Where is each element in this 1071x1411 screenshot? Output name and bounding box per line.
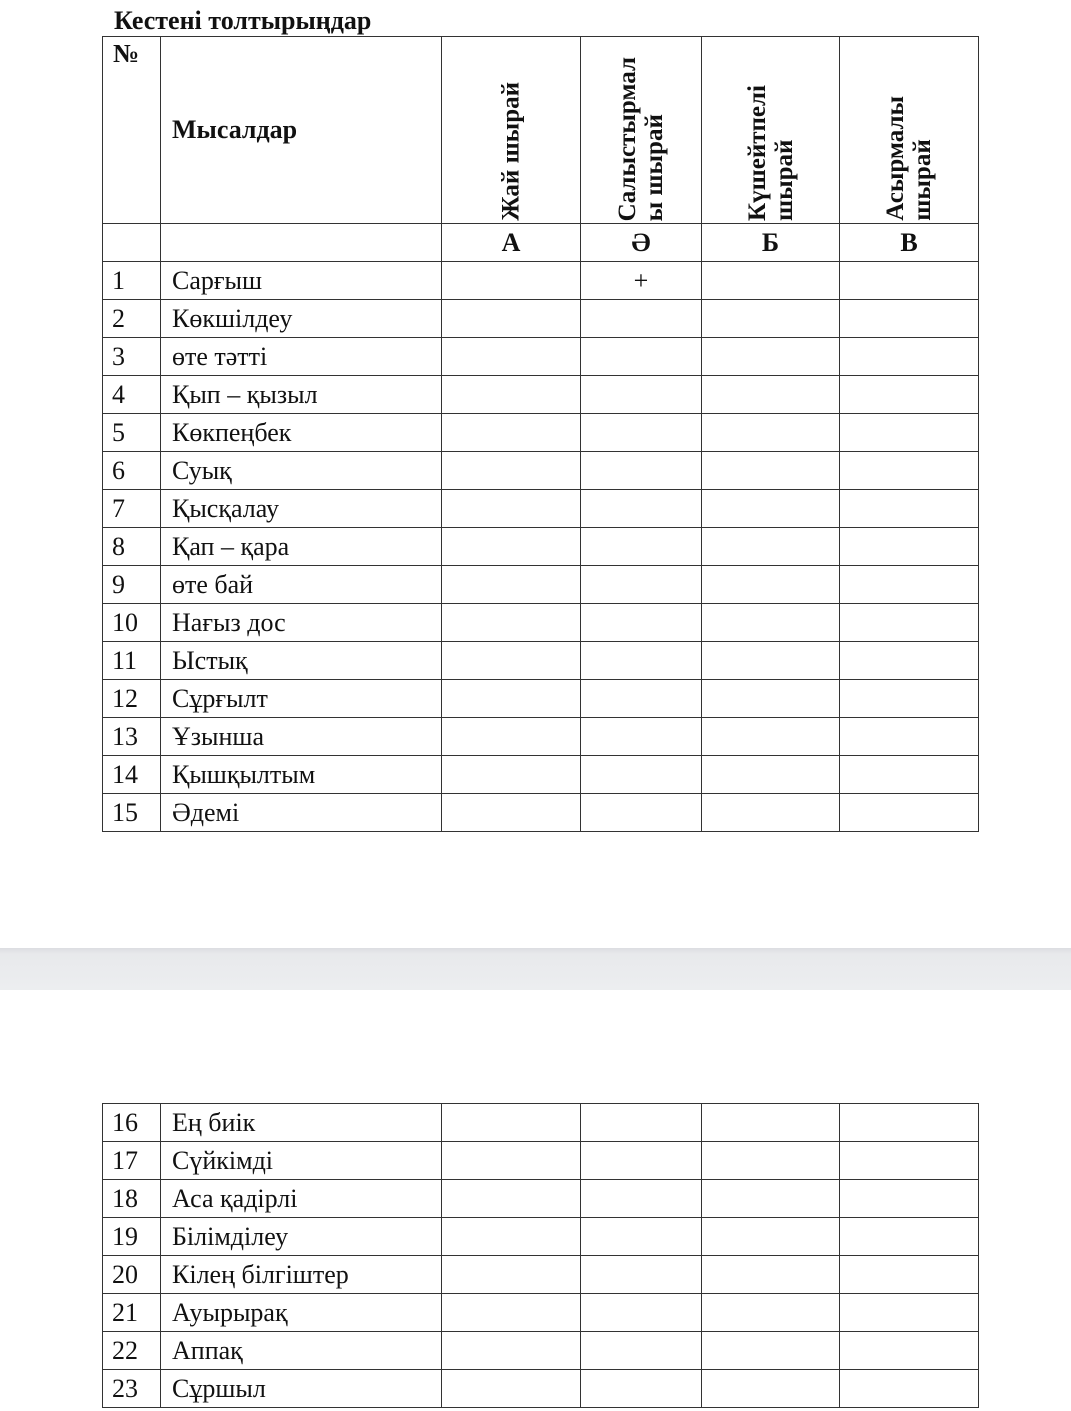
row-number: 11 — [103, 642, 161, 680]
positive-degree-cell[interactable] — [442, 338, 581, 376]
exercise-table-part-1 — [102, 36, 979, 832]
row-number: 13 — [103, 718, 161, 756]
comparative-degree-cell[interactable] — [581, 300, 702, 338]
example-word: Ауырырақ — [161, 1294, 442, 1332]
table-row — [103, 300, 979, 338]
table-row — [103, 1142, 979, 1180]
superlative-degree-cell[interactable] — [840, 1370, 979, 1408]
intensive-degree-cell[interactable] — [702, 1256, 840, 1294]
superlative-degree-cell[interactable] — [840, 756, 979, 794]
superlative-degree-cell[interactable] — [840, 604, 979, 642]
positive-degree-cell[interactable] — [442, 1142, 581, 1180]
table-row — [103, 1370, 979, 1408]
superlative-degree-cell[interactable] — [840, 566, 979, 604]
superlative-degree-cell[interactable] — [840, 452, 979, 490]
row-number: 16 — [103, 1104, 161, 1142]
positive-degree-cell[interactable] — [442, 1104, 581, 1142]
table-row — [103, 1180, 979, 1218]
positive-degree-cell[interactable] — [442, 566, 581, 604]
intensive-degree-cell[interactable] — [702, 414, 840, 452]
table-row — [103, 642, 979, 680]
positive-degree-cell[interactable] — [442, 376, 581, 414]
row-number: 3 — [103, 338, 161, 376]
row-number: 22 — [103, 1332, 161, 1370]
example-word: Қысқалау — [161, 490, 442, 528]
superlative-degree-cell[interactable] — [840, 1256, 979, 1294]
example-word: Ұзынша — [161, 718, 442, 756]
comparative-degree-cell[interactable] — [581, 604, 702, 642]
positive-degree-cell[interactable] — [442, 680, 581, 718]
intensive-degree-cell[interactable] — [702, 1180, 840, 1218]
positive-degree-cell[interactable] — [442, 414, 581, 452]
positive-degree-cell[interactable] — [442, 300, 581, 338]
row-number: 10 — [103, 604, 161, 642]
letter-row — [103, 224, 979, 262]
positive-degree-cell[interactable] — [442, 452, 581, 490]
superlative-degree-cell[interactable] — [840, 1180, 979, 1218]
row-number: 18 — [103, 1180, 161, 1218]
page-separator — [0, 948, 1071, 990]
comparative-degree-cell[interactable] — [581, 452, 702, 490]
comparative-degree-label: Салыстырмал ы шырай — [614, 56, 668, 221]
row-number: 1 — [103, 262, 161, 300]
example-word: Көкшілдеу — [161, 300, 442, 338]
table-row — [103, 262, 979, 300]
positive-degree-cell[interactable] — [442, 1370, 581, 1408]
row-number: 5 — [103, 414, 161, 452]
superlative-degree-cell[interactable] — [840, 642, 979, 680]
row-number: 19 — [103, 1218, 161, 1256]
comparative-degree-cell[interactable] — [581, 718, 702, 756]
comparative-degree-cell[interactable] — [581, 642, 702, 680]
positive-degree-label: Жай шырай — [497, 82, 525, 221]
superlative-degree-cell[interactable] — [840, 376, 979, 414]
row-number: 8 — [103, 528, 161, 566]
intensive-degree-cell[interactable] — [702, 566, 840, 604]
intensive-degree-cell[interactable] — [702, 262, 840, 300]
intensive-degree-cell[interactable] — [702, 1104, 840, 1142]
table-row — [103, 794, 979, 832]
row-number: 15 — [103, 794, 161, 832]
intensive-degree-cell[interactable] — [702, 680, 840, 718]
intensive-degree-cell[interactable] — [702, 604, 840, 642]
positive-degree-cell[interactable] — [442, 1180, 581, 1218]
table-row — [103, 1104, 979, 1142]
comparative-degree-cell[interactable]: + — [581, 262, 702, 300]
table-row — [103, 414, 979, 452]
superlative-degree-cell[interactable] — [840, 490, 979, 528]
table-row — [103, 680, 979, 718]
comparative-degree-cell[interactable] — [581, 756, 702, 794]
positive-degree-cell[interactable] — [442, 604, 581, 642]
superlative-degree-cell[interactable] — [840, 414, 979, 452]
intensive-degree-cell[interactable] — [702, 1218, 840, 1256]
superlative-degree-column-header — [840, 37, 979, 224]
example-word: Нағыз дос — [161, 604, 442, 642]
comparative-degree-cell[interactable] — [581, 490, 702, 528]
table-row — [103, 452, 979, 490]
number-column-header: № — [103, 37, 161, 224]
comparative-degree-cell[interactable] — [581, 566, 702, 604]
table-row — [103, 528, 979, 566]
comparative-degree-cell[interactable] — [581, 528, 702, 566]
intensive-degree-cell[interactable] — [702, 1142, 840, 1180]
positive-degree-cell[interactable] — [442, 718, 581, 756]
comparative-degree-cell[interactable] — [581, 376, 702, 414]
example-word: Қып – қызыл — [161, 376, 442, 414]
row-number: 17 — [103, 1142, 161, 1180]
superlative-degree-cell[interactable] — [840, 1142, 979, 1180]
example-word: Әдемі — [161, 794, 442, 832]
row-number: 7 — [103, 490, 161, 528]
intensive-degree-cell[interactable] — [702, 528, 840, 566]
example-word: Ыстық — [161, 642, 442, 680]
empty-cell — [103, 224, 161, 262]
example-word: Суық — [161, 452, 442, 490]
intensive-degree-column-header — [702, 37, 840, 224]
column-letter-d: В — [840, 224, 979, 262]
comparative-degree-cell[interactable] — [581, 1180, 702, 1218]
positive-degree-cell[interactable] — [442, 1332, 581, 1370]
comparative-degree-column-header — [581, 37, 702, 224]
example-word: Көкпеңбек — [161, 414, 442, 452]
row-number: 6 — [103, 452, 161, 490]
positive-degree-cell[interactable] — [442, 756, 581, 794]
row-number: 20 — [103, 1256, 161, 1294]
table-row — [103, 376, 979, 414]
example-word: Аса қадірлі — [161, 1180, 442, 1218]
positive-degree-cell[interactable] — [442, 262, 581, 300]
example-word: Сүйкімді — [161, 1142, 442, 1180]
comparative-degree-cell[interactable] — [581, 414, 702, 452]
column-letter-b: Ә — [581, 224, 702, 262]
comparative-degree-cell[interactable] — [581, 1218, 702, 1256]
example-word: Қап – қара — [161, 528, 442, 566]
examples-column-header: Мысалдар — [161, 37, 442, 224]
example-word: Қышқылтым — [161, 756, 442, 794]
comparative-degree-cell[interactable] — [581, 1256, 702, 1294]
positive-degree-cell[interactable] — [442, 1256, 581, 1294]
superlative-degree-label: Асырмалы шырай — [882, 96, 936, 221]
intensive-degree-cell[interactable] — [702, 376, 840, 414]
intensive-degree-cell[interactable] — [702, 490, 840, 528]
intensive-degree-cell[interactable] — [702, 1370, 840, 1408]
row-number: 12 — [103, 680, 161, 718]
comparative-degree-cell[interactable] — [581, 338, 702, 376]
page-title: Кестені толтырыңдар — [114, 6, 372, 35]
table-row — [103, 1294, 979, 1332]
superlative-degree-cell[interactable] — [840, 1332, 979, 1370]
intensive-degree-cell[interactable] — [702, 718, 840, 756]
exercise-table-part-2 — [102, 1103, 979, 1408]
comparative-degree-cell[interactable] — [581, 1104, 702, 1142]
positive-degree-cell[interactable] — [442, 1218, 581, 1256]
example-word: Сұршыл — [161, 1370, 442, 1408]
row-number: 14 — [103, 756, 161, 794]
row-number: 21 — [103, 1294, 161, 1332]
intensive-degree-cell[interactable] — [702, 338, 840, 376]
row-number: 9 — [103, 566, 161, 604]
example-word: өте бай — [161, 566, 442, 604]
row-number: 4 — [103, 376, 161, 414]
positive-degree-cell[interactable] — [442, 490, 581, 528]
column-letter-a: А — [442, 224, 581, 262]
intensive-degree-cell[interactable] — [702, 300, 840, 338]
comparative-degree-cell[interactable] — [581, 1332, 702, 1370]
intensive-degree-cell[interactable] — [702, 794, 840, 832]
superlative-degree-cell[interactable] — [840, 1218, 979, 1256]
column-letter-c: Б — [702, 224, 840, 262]
intensive-degree-cell[interactable] — [702, 756, 840, 794]
empty-cell — [161, 224, 442, 262]
example-word: Білімділеу — [161, 1218, 442, 1256]
comparative-degree-cell[interactable] — [581, 680, 702, 718]
table-row — [103, 604, 979, 642]
superlative-degree-cell[interactable] — [840, 718, 979, 756]
example-word: Сарғыш — [161, 262, 442, 300]
comparative-degree-cell[interactable] — [581, 1294, 702, 1332]
table-row — [103, 566, 979, 604]
superlative-degree-cell[interactable] — [840, 1294, 979, 1332]
superlative-degree-cell[interactable] — [840, 1104, 979, 1142]
example-word: Сұрғылт — [161, 680, 442, 718]
positive-degree-cell[interactable] — [442, 794, 581, 832]
table-row — [103, 1218, 979, 1256]
table-row — [103, 1256, 979, 1294]
comparative-degree-cell[interactable] — [581, 1142, 702, 1180]
example-word: Кілең білгіштер — [161, 1256, 442, 1294]
positive-degree-column-header — [442, 37, 581, 224]
example-word: Ең биік — [161, 1104, 442, 1142]
positive-degree-cell[interactable] — [442, 528, 581, 566]
row-number: 2 — [103, 300, 161, 338]
comparative-degree-cell[interactable] — [581, 794, 702, 832]
example-word: өте тәтті — [161, 338, 442, 376]
comparative-degree-cell[interactable] — [581, 1370, 702, 1408]
superlative-degree-cell[interactable] — [840, 680, 979, 718]
table-row — [103, 718, 979, 756]
table-row — [103, 490, 979, 528]
table-row — [103, 1332, 979, 1370]
example-word: Аппақ — [161, 1332, 442, 1370]
positive-degree-cell[interactable] — [442, 642, 581, 680]
superlative-degree-cell[interactable] — [840, 528, 979, 566]
intensive-degree-cell[interactable] — [702, 452, 840, 490]
superlative-degree-cell[interactable] — [840, 794, 979, 832]
table-row — [103, 338, 979, 376]
table-row — [103, 756, 979, 794]
positive-degree-cell[interactable] — [442, 1294, 581, 1332]
row-number: 23 — [103, 1370, 161, 1408]
superlative-degree-cell[interactable] — [840, 338, 979, 376]
intensive-degree-cell[interactable] — [702, 1332, 840, 1370]
header-row — [103, 37, 979, 224]
superlative-degree-cell[interactable] — [840, 262, 979, 300]
intensive-degree-label: Күшейтпелі шырай — [743, 85, 798, 221]
intensive-degree-cell[interactable] — [702, 642, 840, 680]
intensive-degree-cell[interactable] — [702, 1294, 840, 1332]
superlative-degree-cell[interactable] — [840, 300, 979, 338]
